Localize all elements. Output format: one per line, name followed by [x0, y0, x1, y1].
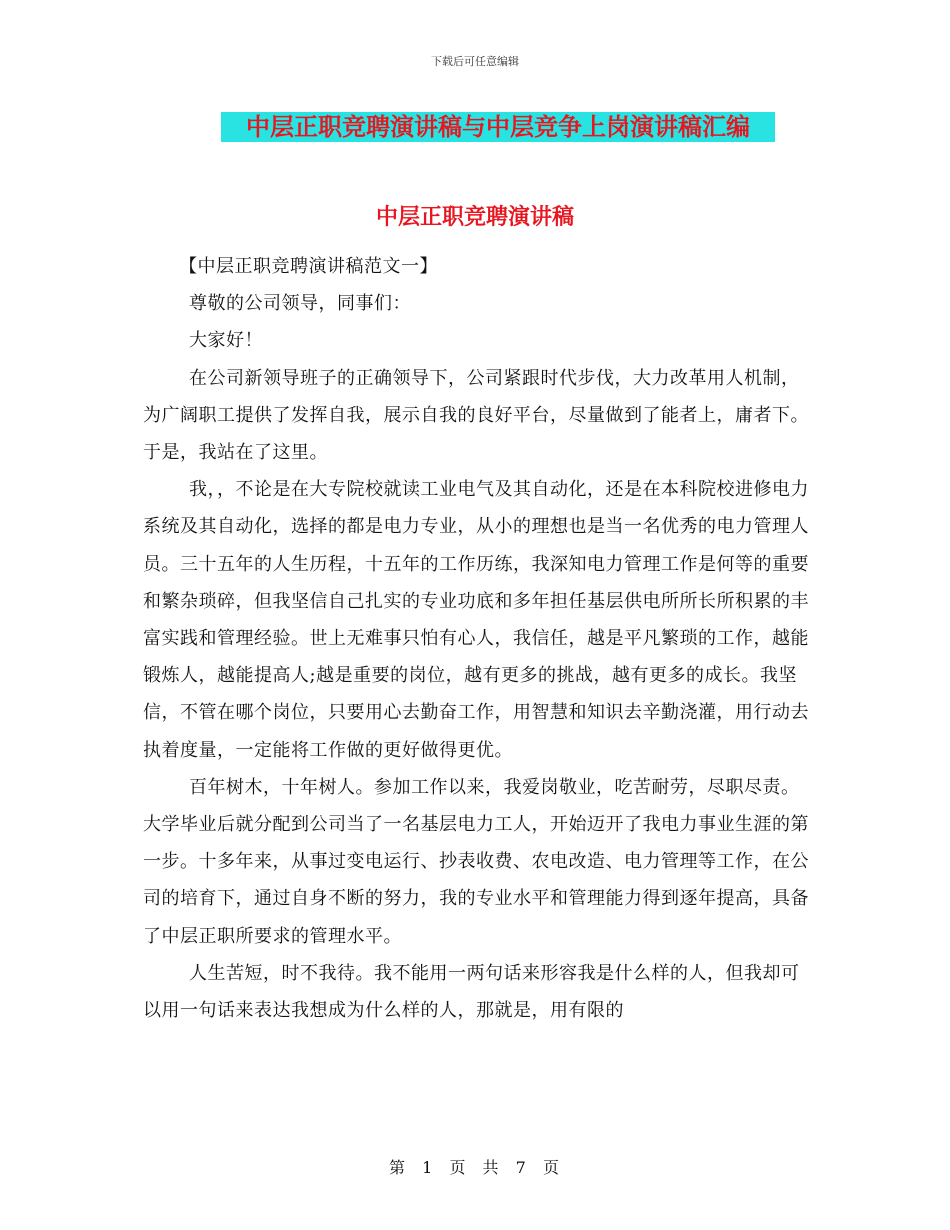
paragraph: 在公司新领导班子的正确领导下，公司紧跟时代步伐，大力改革用人机制，为广阔职工提供了发挥自我，展示自我的良好平台，尽量做到了能者上，庸者下。于是，我站在了这里。 — [143, 367, 809, 464]
footer-label-unit2: 页 — [542, 1158, 561, 1177]
paragraph-heading: 【中层正职竞聘演讲稿范文一】 — [179, 256, 438, 277]
footer-label-unit: 页 — [449, 1158, 468, 1177]
header-note: 下载后可任意编辑 — [431, 55, 519, 68]
page-footer — [0, 1155, 950, 1178]
total-pages: 7 — [515, 1158, 528, 1177]
footer-label-total: 共 — [482, 1158, 501, 1177]
document-title: 中层正职竞聘演讲稿与中层竞争上岗演讲稿汇编 — [221, 112, 775, 142]
paragraph: 人生苦短，时不我待。我不能用一两句话来形容我是什么样的人，但我却可以用一句话来表达我想成为什么样的人，那就是，用有限的 — [143, 962, 800, 1022]
section-title: 中层正职竞聘演讲稿 — [375, 205, 574, 230]
document-body — [143, 248, 809, 1029]
paragraph: 我，，不论是在大专院校就读工业电气及其自动化，还是在本科院校进修电力系统及其自动化，选择的都是电力专业，从小的理想也是当一名优秀的电力管理人员。三十五年的人生历程，十五年的工作历练，我深知电力管理工作是何等的重要和繁杂琐碎，但我坚信自己扎实的专业功底和多年担任基层供电所所长所积累的丰富实践和管理经验。世上无难事只怕有心人，我信任，越是平凡繁琐的工作，越能锻炼人，越能提高人;越是重要的岗位，越有更多的挑战，越有更多的成长。我坚信，不管在哪个岗位，只要用心去勤奋工作，用智慧和知识去辛勤浇灌，用行动去执着度量，一定能将工作做的更好做得更优。 — [143, 479, 809, 761]
paragraph: 百年树木，十年树人。参加工作以来，我爱岗敬业，吃苦耐劳，尽职尽责。大学毕业后就分配到公司当了一名基层电力工人，开始迈开了我电力事业生涯的第一步。十多年来，从事过变电运行、抄表收费、农电改造、电力管理等工作，在公司的培育下，通过自身不断的努力，我的专业水平和管理能力得到逐年提高，具备了中层正职所要求的管理水平。 — [143, 776, 809, 947]
footer-label-page: 第 — [389, 1158, 408, 1177]
page-number: 1 — [422, 1158, 435, 1177]
paragraph-greeting: 大家好！ — [189, 330, 263, 352]
paragraph-salutation: 尊敬的公司领导，同事们： — [189, 293, 411, 315]
